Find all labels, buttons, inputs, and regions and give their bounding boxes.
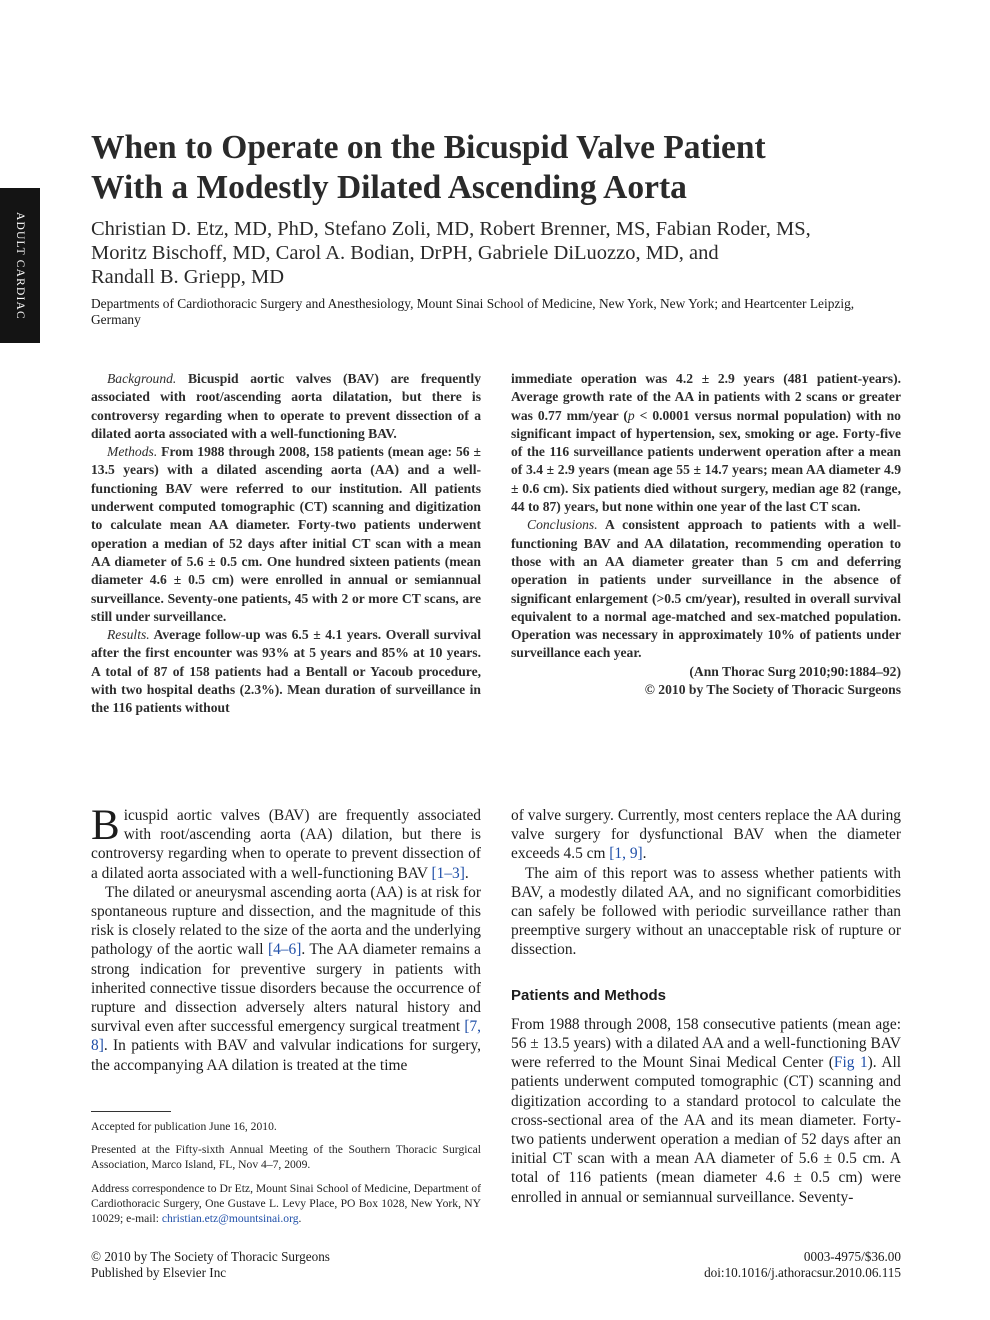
footer-doi: doi:10.1016/j.athoracsur.2010.06.115 [704, 1264, 901, 1280]
intro-paragraph-2-continued [511, 806, 901, 864]
intro-p1-text: icuspid aortic valves (BAV) are frequently associated with root/ascending aorta (AA) dilation, but there is controversy regarding when to operate to prevent dissection of a dilated aorta associated with a well-functioning BAV [91, 807, 481, 882]
footnotes [91, 1119, 481, 1234]
section-tab-label: ADULT CARDIAC [14, 211, 26, 320]
intro-paragraph-2 [91, 883, 481, 1075]
abstract-methods-label: Methods. [107, 444, 158, 460]
journal-citation: (Ann Thorac Surg 2010;90:1884–92) [689, 663, 901, 679]
abstract-conclusions-text: A consistent approach to patients with a well-functioning BAV and AA dilatation, recommending operation to those with an AA diameter greater than 5 cm and deferring operation in patients under surveillance in the absence of significant enlargement (>0.5 cm/year), resulted in overall survival equivalent to a normal age-matched and sex-matched population. Operation was necessary in approximately 10% of patients under surveillance each year. [511, 517, 901, 661]
intro-cont-text: of valve surgery. Currently, most centers replace the AA during valve surgery for dysfunctional BAV when the diameter exceeds 4.5 cm [511, 807, 901, 863]
footnote-address-text: Address correspondence to Dr Etz, Mount Sinai School of Medicine, Department of Cardiothoracic Surgery, One Gustave L. Levy Place, PO Box 1028, New York, NY 10029; e-mail: [91, 1181, 481, 1226]
abstract-results-cont-a: immediate operation was 4.2 ± 2.9 years (481 patient-years). Average growth rate of the AA in patients with 2 scans or greater was 0.77 mm/year ( [511, 371, 901, 423]
abstract-results-text: Average follow-up was 6.5 ± 4.1 years. Overall survival after the first encounter was 93% at 5 years and 85% at 10 years. A total of 87 of 158 patients had a Bentall or Yacoub procedure, with two hospital deaths (2.3%). Mean duration of surveillance in the 116 patients without [91, 627, 481, 716]
footnote-address [91, 1181, 481, 1227]
abstract-left-column [91, 370, 481, 718]
intro-cont-end: . [642, 845, 647, 863]
methods-paragraph [511, 1015, 901, 1207]
abstract-results-cont-b: < 0.0001 versus normal population) with no significant impact of hypertension, sex, smoking or age. Forty-five of the 116 surveillance patients underwent operation after a mean of 3.4 ± 2.9 years (mean age 55 ± 14.7 years; mean AA diameter 4.9 ± 0.6 cm). Six patients died without surgery, median age 82 (range, 44 to 87) years, but none within one year of the last CT scan. [511, 407, 901, 515]
abstract-results [91, 626, 481, 717]
footnote-presented: Presented at the Fifty-sixth Annual Meeting of the Southern Thoracic Surgical Association, Marco Island, FL, Nov 4–7, 2009. [91, 1143, 481, 1172]
intro-p2-text-c: . In patients with BAV and valvular indications for surgery, the accompanying AA dilation is treated at the time [91, 1037, 481, 1074]
footer-right [704, 1249, 901, 1281]
footer-copyright: © 2010 by The Society of Thoracic Surgeons [91, 1249, 330, 1264]
reference-link-4-6[interactable]: [4–6] [267, 941, 302, 959]
affiliation: Departments of Cardiothoracic Surgery and Anesthesiology, Mount Sinai School of Medicine, New York, New York; and Heartcenter Leipzig, Germany [91, 296, 855, 327]
authors-line-3: Randall B. Griepp, MD [91, 266, 285, 288]
intro-p1-end: . [464, 864, 469, 882]
intro-p2-text-b: . The AA diameter remains a strong indication for preventive surgery in patients with inherited connective tissue disorders because the occurrence of rupture and dissection adversely alters natural history and survival even after successful emergency surgical treatment [91, 941, 482, 1036]
abstract-methods [91, 443, 481, 626]
methods-text-a: From 1988 through 2008, 158 consecutive patients (mean age: 56 ± 13.5 years) with a dilated AA and a well-functioning BAV were referred to the Mount Sinai Medical Center ( [511, 1015, 901, 1072]
abstract-conclusions-label: Conclusions. [527, 517, 598, 533]
methods-text-b: ). All patients underwent computed tomographic (CT) scanning and digitization according to a standard protocol to calculate the cross-sectional area of the AA and its mean diameter. Forty-two patients underwent operation a median of 52 days after an initial CT scan with a mean AA diameter of 5.6 ± 0.5 cm. A total of 116 patients (mean diameter 4.6 ± 0.5 cm) were enrolled in annual or semiannual surveillance. Seventy- [511, 1054, 901, 1206]
intro-paragraph-1 [91, 802, 481, 883]
body-right-column [511, 806, 901, 1207]
reference-link-1-9[interactable]: [1, 9] [609, 845, 643, 863]
author-list [91, 217, 911, 289]
title-line-2: With a Modestly Dilated Ascending Aorta [91, 169, 687, 206]
abstract-results-label: Results. [107, 627, 150, 643]
figure-link-1[interactable]: Fig 1 [833, 1054, 868, 1072]
abstract-background-text: Bicuspid aortic valves (BAV) are frequently associated with root/ascending aorta dilatation, but there is controversy regarding when to operate to prevent dissection of a dilated aorta associated with a well-functioning BAV. [91, 371, 481, 441]
body-left-column [91, 802, 482, 1075]
email-link[interactable]: christian.etz@mountsinai.org [161, 1212, 299, 1226]
article-title [91, 128, 911, 208]
abstract-background-label: Background. [107, 371, 177, 386]
abstract-results-continued [511, 370, 901, 516]
reference-link-1-3[interactable]: [1–3] [431, 864, 465, 882]
intro-p2-text-a: The dilated or aneurysmal ascending aorta (AA) is at risk for spontaneous rupture and dissection, and the magnitude of this risk is closely related to the size of the aorta and the underlying pathology of the aortic wall [91, 883, 481, 959]
footnote-divider [91, 1111, 171, 1112]
abstract-right-column [511, 370, 901, 699]
footer-publisher: Published by Elsevier Inc [91, 1264, 227, 1280]
p-value-symbol: p [627, 407, 635, 423]
aim-paragraph: The aim of this report was to assess whether patients with BAV, a modestly dilated AA, and no significant comorbidities can safely be followed with periodic surveillance rather than preemptive surgery without an unacceptable risk of rupture or dissection. [511, 864, 901, 959]
drop-cap: B [91, 802, 120, 849]
section-heading-patients-methods: Patients and Methods [511, 986, 667, 1004]
title-line-1: When to Operate on the Bicuspid Valve Patient [91, 129, 766, 166]
authors-line-1: Christian D. Etz, MD, PhD, Stefano Zoli, MD, Robert Brenner, MS, Fabian Roder, MS, [91, 218, 811, 240]
footnote-accepted: Accepted for publication June 16, 2010. [91, 1120, 277, 1133]
abstract-conclusions [511, 516, 901, 662]
section-tab [0, 188, 40, 343]
abstract-background [91, 370, 481, 443]
footer-left [91, 1249, 330, 1281]
footnote-address-end: . [298, 1212, 302, 1226]
abstract-copyright: © 2010 by The Society of Thoracic Surgeons [644, 682, 901, 698]
footer-issn-price: 0003-4975/$36.00 [803, 1249, 901, 1264]
reference-link-7-8[interactable]: [7, 8] [91, 1018, 481, 1055]
authors-line-2: Moritz Bischoff, MD, Carol A. Bodian, DrPH, Gabriele DiLuozzo, MD, and [91, 242, 719, 264]
abstract-methods-text: From 1988 through 2008, 158 patients (mean age: 56 ± 13.5 years) with a dilated ascending aorta (AA) and a well-functioning BAV were referred to our institution. All patients underwent computed tomographic (CT) scanning and digitization to calculate mean AA diameter. Forty-two patients underwent operation a median of 52 days after initial CT scan with a mean AA diameter of 5.6 ± 0.5 cm. One hundred sixteen patients (mean diameter 4.6 ± 0.5 cm) were enrolled in annual or semiannual surveillance. Seventy-one patients, 45 with 2 or more CT scans, are still under surveillance. [91, 444, 481, 624]
